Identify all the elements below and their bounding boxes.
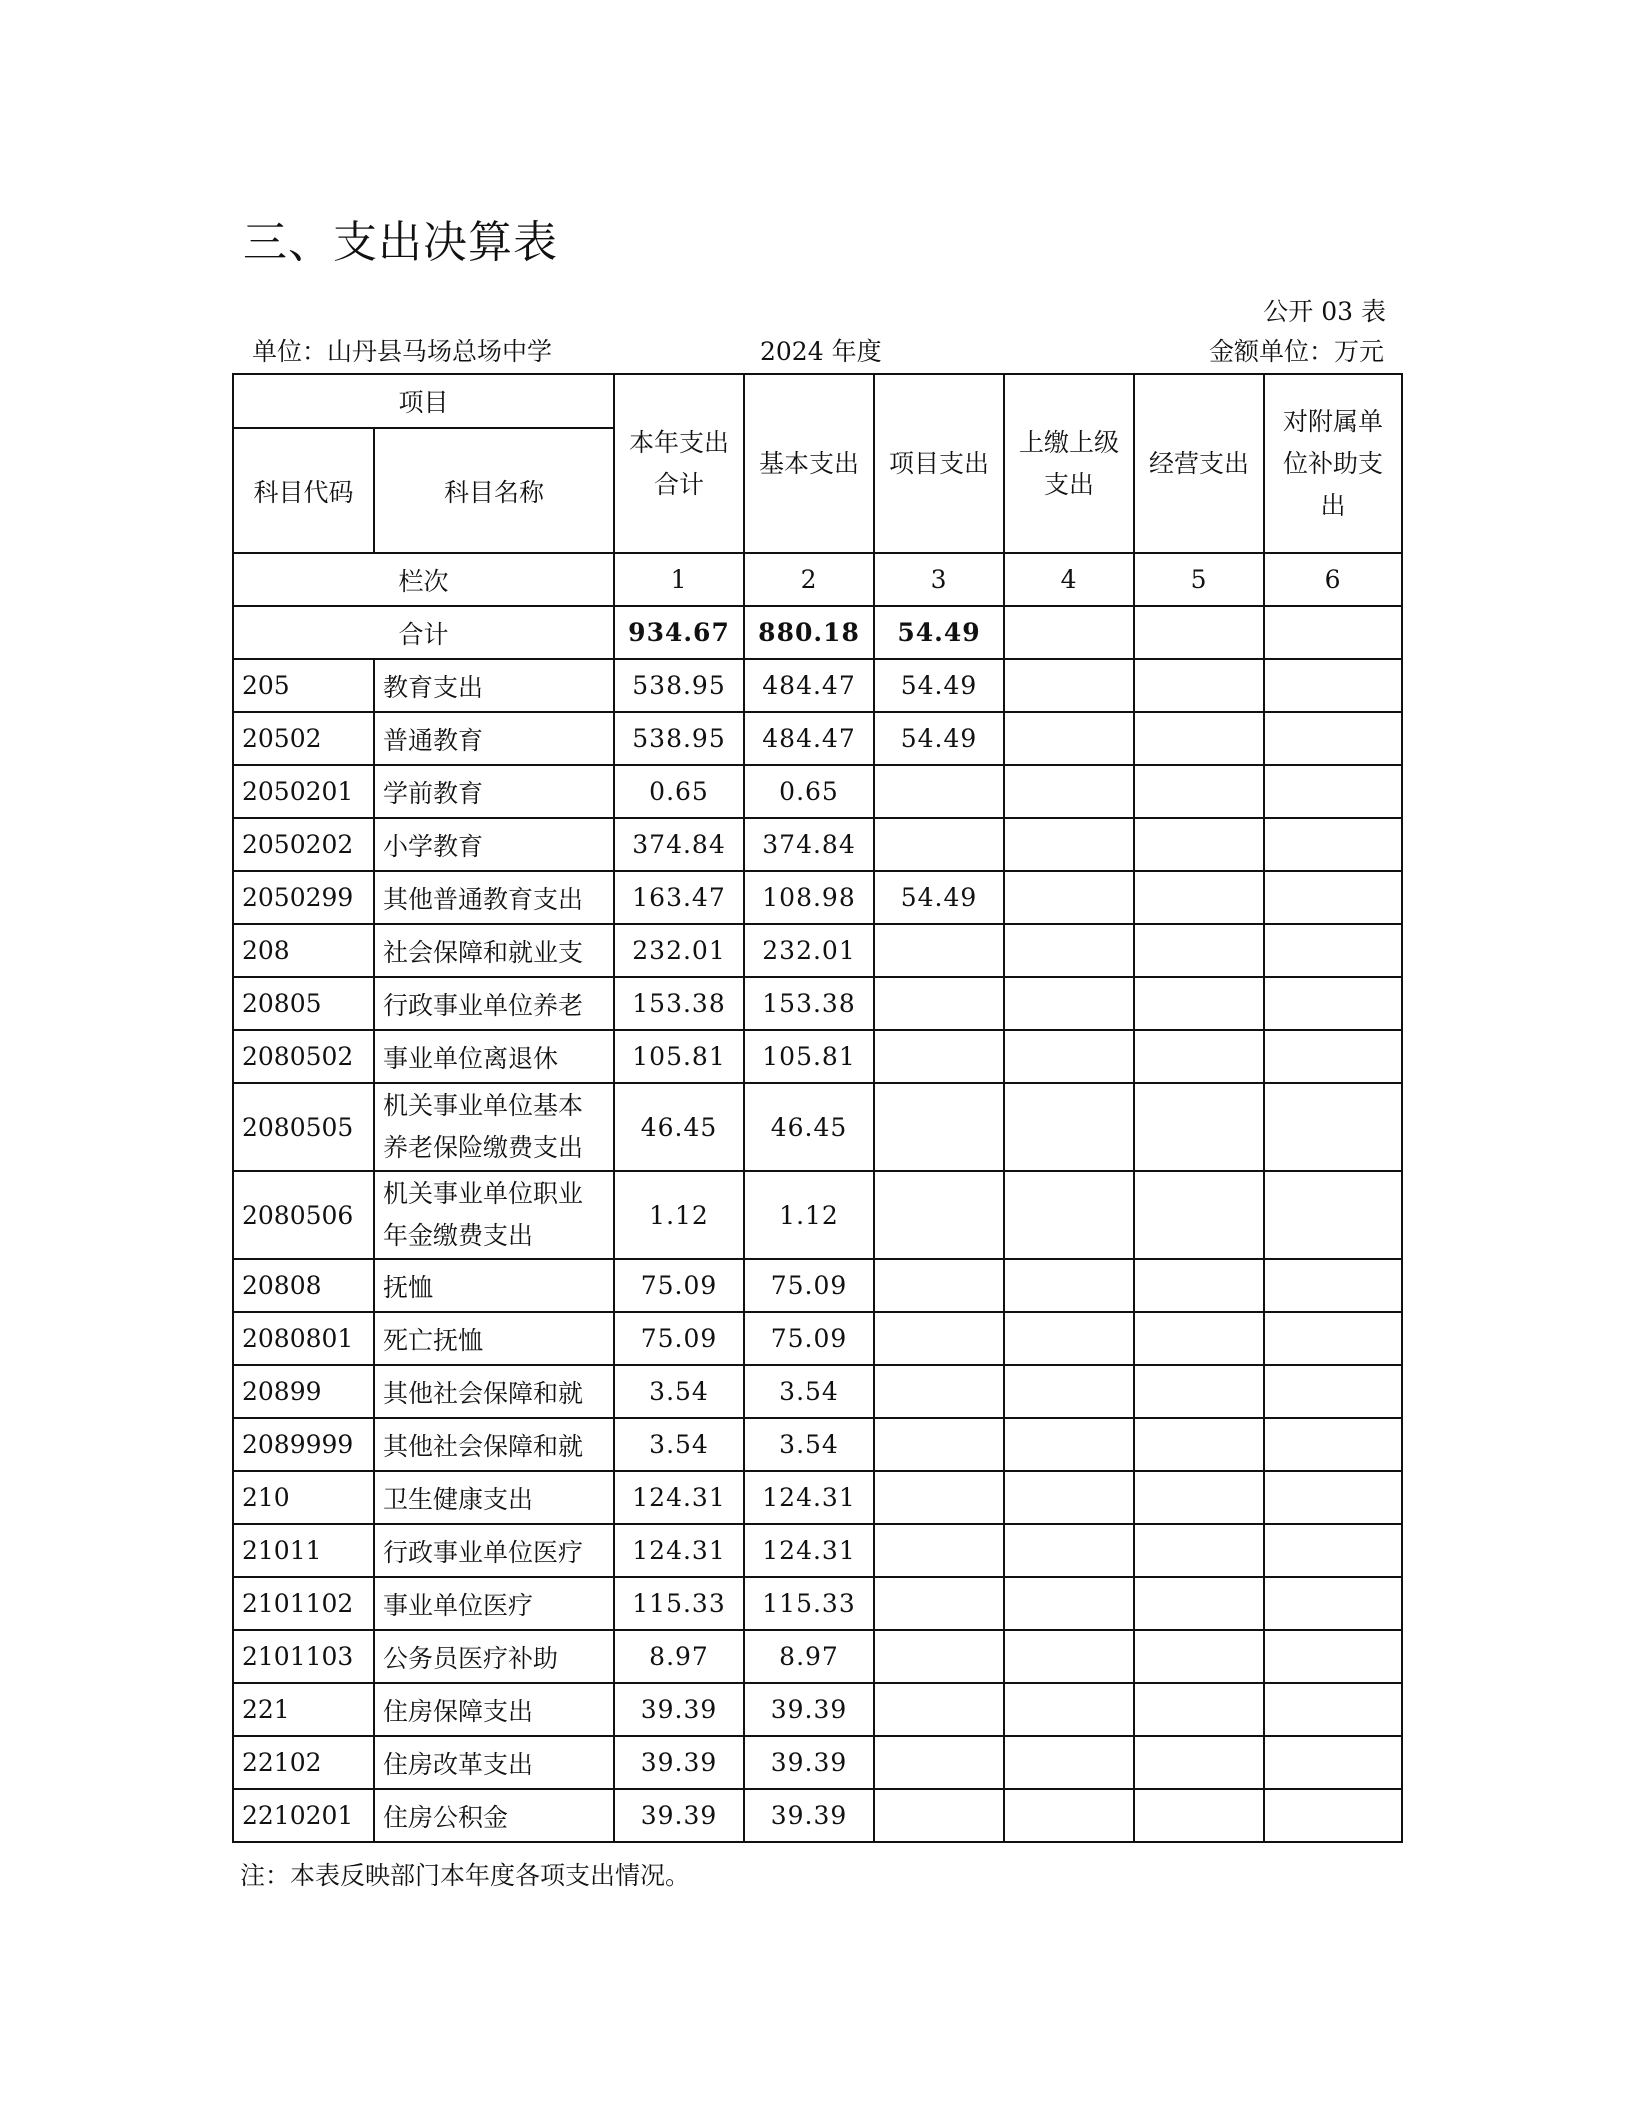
subject-code: 2050202 (233, 818, 374, 871)
table-row (233, 712, 1402, 765)
subject-name: 机关事业单位基本养老保险缴费支出 (374, 1083, 614, 1171)
table-row (233, 924, 1402, 977)
column-index-label: 栏次 (233, 553, 614, 606)
amount-cell (1264, 1789, 1402, 1842)
total-value: 54.49 (874, 606, 1004, 659)
amount-cell (1004, 977, 1134, 1030)
amount-cell: 115.33 (744, 1577, 874, 1630)
amount-cell (1134, 818, 1264, 871)
table-row (233, 1418, 1402, 1471)
amount-cell: 8.97 (744, 1630, 874, 1683)
amount-cell (1264, 1736, 1402, 1789)
table-row (233, 1365, 1402, 1418)
amount-cell: 8.97 (614, 1630, 744, 1683)
amount-cell (1264, 977, 1402, 1030)
amount-cell (1134, 1524, 1264, 1577)
subject-code: 22102 (233, 1736, 374, 1789)
amount-cell: 54.49 (874, 871, 1004, 924)
amount-cell (1004, 818, 1134, 871)
subject-code: 2080502 (233, 1030, 374, 1083)
amount-cell: 46.45 (614, 1083, 744, 1171)
amount-cell: 115.33 (614, 1577, 744, 1630)
amount-cell (874, 818, 1004, 871)
amount-cell (1264, 1365, 1402, 1418)
total-value (1134, 606, 1264, 659)
amount-cell: 39.39 (614, 1736, 744, 1789)
amount-cell (1264, 1524, 1402, 1577)
amount-cell (1004, 1418, 1134, 1471)
amount-cell (1004, 1030, 1134, 1083)
subject-name: 住房公积金 (374, 1789, 614, 1842)
subject-name: 行政事业单位养老 (374, 977, 614, 1030)
amount-cell (1264, 1471, 1402, 1524)
amount-cell: 124.31 (744, 1524, 874, 1577)
amount-cell (1264, 1259, 1402, 1312)
amount-cell (1264, 1418, 1402, 1471)
amount-cell (1264, 1312, 1402, 1365)
column-index: 5 (1134, 553, 1264, 606)
subject-name: 公务员医疗补助 (374, 1630, 614, 1683)
amount-cell: 153.38 (744, 977, 874, 1030)
amount-cell (1134, 1083, 1264, 1171)
amount-cell (1264, 1683, 1402, 1736)
amount-cell: 153.38 (614, 977, 744, 1030)
subject-name: 小学教育 (374, 818, 614, 871)
subject-name: 普通教育 (374, 712, 614, 765)
header-business: 经营支出 (1134, 374, 1264, 553)
amount-cell (874, 1683, 1004, 1736)
subject-code: 2050299 (233, 871, 374, 924)
amount-cell (874, 1789, 1004, 1842)
amount-cell (1004, 712, 1134, 765)
amount-cell (1134, 1259, 1264, 1312)
subject-code: 21011 (233, 1524, 374, 1577)
table-body (233, 659, 1402, 1842)
table-row (233, 818, 1402, 871)
subject-code: 20899 (233, 1365, 374, 1418)
amount-cell (874, 924, 1004, 977)
table-row (233, 1789, 1402, 1842)
amount-cell (1004, 765, 1134, 818)
amount-cell: 75.09 (614, 1259, 744, 1312)
amount-cell: 232.01 (744, 924, 874, 977)
amount-cell: 0.65 (744, 765, 874, 818)
amount-cell: 39.39 (614, 1789, 744, 1842)
subject-name: 事业单位离退休 (374, 1030, 614, 1083)
amount-cell (1134, 712, 1264, 765)
amount-cell (874, 1030, 1004, 1083)
amount-cell (1004, 1577, 1134, 1630)
amount-cell (1004, 1683, 1134, 1736)
subject-name: 其他普通教育支出 (374, 871, 614, 924)
amount-cell (1004, 1312, 1134, 1365)
total-value: 934.67 (614, 606, 744, 659)
amount-cell: 3.54 (614, 1365, 744, 1418)
amount-cell: 108.98 (744, 871, 874, 924)
amount-cell (1264, 765, 1402, 818)
amount-cell (1004, 1471, 1134, 1524)
amount-cell: 46.45 (744, 1083, 874, 1171)
amount-cell: 538.95 (614, 712, 744, 765)
total-value (1264, 606, 1402, 659)
expenditure-table (232, 373, 1403, 1843)
amount-cell: 39.39 (744, 1683, 874, 1736)
amount-cell (1134, 1471, 1264, 1524)
amount-cell (1004, 871, 1134, 924)
header-name: 科目名称 (374, 428, 614, 553)
amount-cell (1004, 1083, 1134, 1171)
column-index: 1 (614, 553, 744, 606)
amount-cell (1134, 1171, 1264, 1259)
subject-name: 其他社会保障和就 (374, 1418, 614, 1471)
amount-cell (874, 1259, 1004, 1312)
subject-name: 行政事业单位医疗 (374, 1524, 614, 1577)
table-row (233, 1683, 1402, 1736)
subject-name: 抚恤 (374, 1259, 614, 1312)
amount-cell (1264, 1171, 1402, 1259)
amount-cell (1004, 1736, 1134, 1789)
subject-code: 2101103 (233, 1630, 374, 1683)
amount-cell: 1.12 (744, 1171, 874, 1259)
amount-cell: 54.49 (874, 712, 1004, 765)
amount-cell (874, 1171, 1004, 1259)
amount-cell: 124.31 (614, 1524, 744, 1577)
amount-cell (1134, 871, 1264, 924)
table-row (233, 977, 1402, 1030)
subject-code: 2080801 (233, 1312, 374, 1365)
amount-cell (874, 1524, 1004, 1577)
amount-cell: 124.31 (744, 1471, 874, 1524)
amount-cell (1134, 1789, 1264, 1842)
amount-cell: 105.81 (614, 1030, 744, 1083)
subject-name: 住房改革支出 (374, 1736, 614, 1789)
table-row (233, 1030, 1402, 1083)
amount-cell (874, 1577, 1004, 1630)
subject-name: 住房保障支出 (374, 1683, 614, 1736)
total-value (1004, 606, 1134, 659)
table-row (233, 1083, 1402, 1171)
amount-cell (1004, 1171, 1134, 1259)
amount-cell (1264, 924, 1402, 977)
table-row (233, 1630, 1402, 1683)
meta-line (232, 332, 1392, 368)
table-note: 注：本表反映部门本年度各项支出情况。 (240, 1861, 691, 1890)
amount-cell (1004, 1365, 1134, 1418)
header-code: 科目代码 (233, 428, 374, 553)
amount-cell: 232.01 (614, 924, 744, 977)
amount-cell: 1.12 (614, 1171, 744, 1259)
amount-cell (1134, 1577, 1264, 1630)
amount-cell: 39.39 (744, 1736, 874, 1789)
amount-cell: 54.49 (874, 659, 1004, 712)
amount-cell: 484.47 (744, 712, 874, 765)
amount-cell (1134, 1683, 1264, 1736)
subject-code: 2080505 (233, 1083, 374, 1171)
amount-cell: 163.47 (614, 871, 744, 924)
subject-name: 机关事业单位职业年金缴费支出 (374, 1171, 614, 1259)
column-index: 3 (874, 553, 1004, 606)
table-row (233, 1171, 1402, 1259)
amount-cell (1264, 871, 1402, 924)
amount-cell (1004, 1259, 1134, 1312)
amount-cell (1004, 1524, 1134, 1577)
amount-cell (1134, 924, 1264, 977)
column-index: 2 (744, 553, 874, 606)
amount-cell (1264, 659, 1402, 712)
amount-cell (1134, 659, 1264, 712)
subject-code: 2210201 (233, 1789, 374, 1842)
unit-label: 单位：山丹县马场总场中学 (252, 337, 553, 366)
amount-cell (1004, 659, 1134, 712)
amount-cell (1004, 924, 1134, 977)
amount-cell (1134, 765, 1264, 818)
subject-name: 教育支出 (374, 659, 614, 712)
amount-cell: 0.65 (614, 765, 744, 818)
table-row (233, 1524, 1402, 1577)
table-row (233, 1259, 1402, 1312)
total-value: 880.18 (744, 606, 874, 659)
column-index: 4 (1004, 553, 1134, 606)
amount-cell (1134, 1312, 1264, 1365)
table-row (233, 659, 1402, 712)
amount-cell: 3.54 (614, 1418, 744, 1471)
amount-cell (1134, 1418, 1264, 1471)
page-title: 三、支出决算表 (243, 217, 558, 268)
amount-cell (1134, 977, 1264, 1030)
form-number: 公开 03 表 (1263, 297, 1386, 326)
amount-cell (1264, 1577, 1402, 1630)
table-row (233, 1312, 1402, 1365)
amount-cell (1134, 1736, 1264, 1789)
header-subsidy: 对附属单位补助支出 (1264, 374, 1402, 553)
amount-cell (1264, 818, 1402, 871)
subject-code: 20805 (233, 977, 374, 1030)
money-unit-label: 金额单位：万元 (1208, 337, 1384, 366)
amount-cell (1264, 712, 1402, 765)
subject-code: 208 (233, 924, 374, 977)
amount-cell: 75.09 (614, 1312, 744, 1365)
amount-cell (1004, 1789, 1134, 1842)
amount-cell: 374.84 (614, 818, 744, 871)
amount-cell: 484.47 (744, 659, 874, 712)
subject-code: 2050201 (233, 765, 374, 818)
amount-cell: 39.39 (614, 1683, 744, 1736)
total-row-label: 合计 (233, 606, 614, 659)
amount-cell (1264, 1083, 1402, 1171)
amount-cell: 3.54 (744, 1365, 874, 1418)
amount-cell (1264, 1630, 1402, 1683)
amount-cell (874, 1630, 1004, 1683)
header-basic: 基本支出 (744, 374, 874, 553)
amount-cell (874, 1365, 1004, 1418)
header-project-expense: 项目支出 (874, 374, 1004, 553)
subject-code: 2101102 (233, 1577, 374, 1630)
amount-cell (874, 977, 1004, 1030)
amount-cell: 538.95 (614, 659, 744, 712)
table-row (233, 1736, 1402, 1789)
subject-code: 221 (233, 1683, 374, 1736)
header-project: 项目 (233, 374, 614, 428)
year-label: 2024 年度 (760, 337, 882, 366)
table-row (233, 871, 1402, 924)
amount-cell (1134, 1630, 1264, 1683)
amount-cell: 105.81 (744, 1030, 874, 1083)
subject-name: 事业单位医疗 (374, 1577, 614, 1630)
amount-cell (1264, 1030, 1402, 1083)
amount-cell (1134, 1030, 1264, 1083)
amount-cell: 124.31 (614, 1471, 744, 1524)
subject-code: 2089999 (233, 1418, 374, 1471)
table-row (233, 765, 1402, 818)
amount-cell: 374.84 (744, 818, 874, 871)
amount-cell: 39.39 (744, 1789, 874, 1842)
amount-cell: 75.09 (744, 1312, 874, 1365)
header-total: 本年支出合计 (614, 374, 744, 553)
subject-name: 社会保障和就业支 (374, 924, 614, 977)
subject-code: 2080506 (233, 1171, 374, 1259)
subject-code: 20808 (233, 1259, 374, 1312)
amount-cell: 3.54 (744, 1418, 874, 1471)
subject-name: 卫生健康支出 (374, 1471, 614, 1524)
table-row (233, 1577, 1402, 1630)
amount-cell (874, 1418, 1004, 1471)
amount-cell: 75.09 (744, 1259, 874, 1312)
amount-cell (874, 1083, 1004, 1171)
amount-cell (874, 765, 1004, 818)
subject-name: 学前教育 (374, 765, 614, 818)
subject-code: 20502 (233, 712, 374, 765)
subject-code: 205 (233, 659, 374, 712)
subject-name: 死亡抚恤 (374, 1312, 614, 1365)
subject-code: 210 (233, 1471, 374, 1524)
header-upper: 上缴上级支出 (1004, 374, 1134, 553)
amount-cell (874, 1312, 1004, 1365)
column-index: 6 (1264, 553, 1402, 606)
amount-cell (874, 1736, 1004, 1789)
table-row (233, 1471, 1402, 1524)
amount-cell (1134, 1365, 1264, 1418)
amount-cell (874, 1471, 1004, 1524)
amount-cell (1004, 1630, 1134, 1683)
subject-name: 其他社会保障和就 (374, 1365, 614, 1418)
